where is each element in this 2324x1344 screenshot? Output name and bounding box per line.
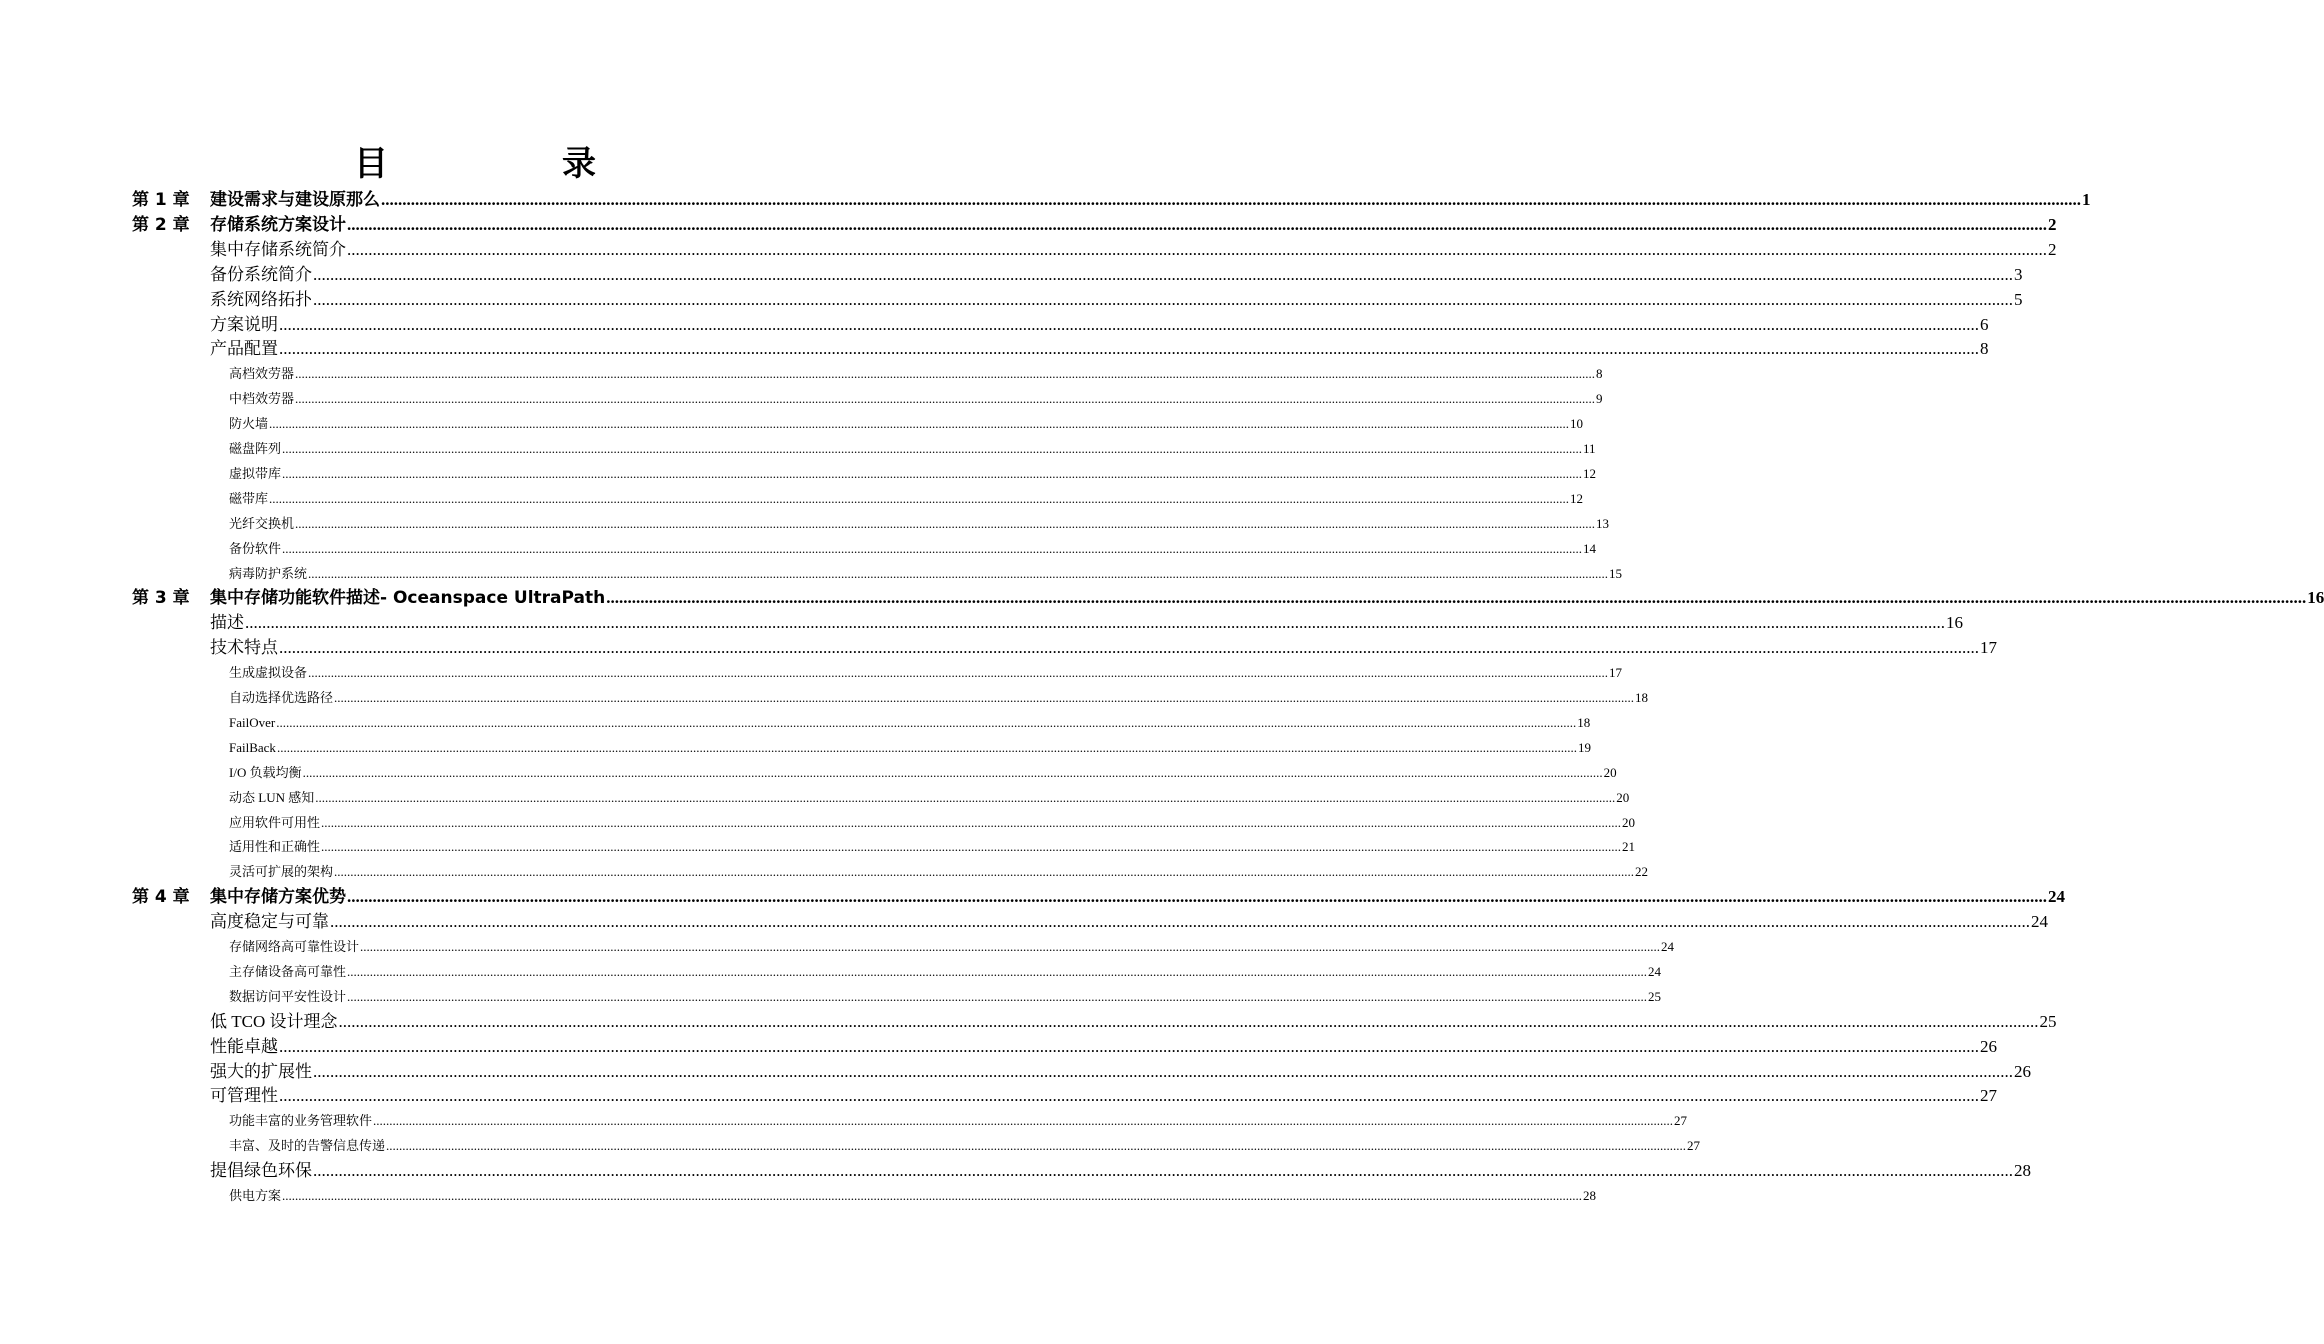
toc-entry[interactable] (0, 387, 1603, 411)
toc-entry-line (229, 835, 1636, 859)
toc-entry-label: 应用软件可用性 (229, 814, 321, 830)
toc-entry-line (229, 537, 1597, 561)
toc-entry-line (229, 935, 1675, 959)
toc-entry-line (229, 512, 1610, 536)
toc-page-number: 2 (2048, 239, 2057, 259)
toc-page-number: 14 (1583, 540, 1597, 556)
toc-page-number: 18 (1577, 714, 1591, 730)
toc-entry-label: 建设需求与建设原那么 (210, 190, 380, 210)
toc-leader-dots: ................................................................................................................................................................................................................................................................................................................................................................................................................ (313, 1061, 2013, 1081)
toc-leader-dots: ................................................................................................................................................................................................................................................................................................................................................................................................................ (302, 764, 1603, 780)
toc-page-number: 1 (2082, 190, 2091, 209)
toc-leader-dots: ................................................................................................................................................................................................................................................................................................................................................................................................................ (313, 289, 2013, 309)
toc-entry-line (210, 586, 2324, 610)
toc-entry-label: 集中存储系统简介 (210, 239, 346, 259)
toc-leader-dots: ................................................................................................................................................................................................................................................................................................................................................................................................................ (282, 441, 1583, 456)
toc-entry[interactable] (0, 512, 1610, 536)
toc-leader-dots: ................................................................................................................................................................................................................................................................................................................................................................................................................ (315, 789, 1616, 805)
toc-page-number: 5 (2014, 289, 2023, 309)
toc-entry-label: 功能丰富的业务管理软件 (229, 1113, 373, 1129)
toc-entry-label: FailOver (229, 714, 276, 730)
toc-entry-line (210, 611, 1963, 635)
toc-entry[interactable] (0, 935, 1675, 959)
toc-entry-line (210, 910, 2048, 934)
toc-leader-dots: ................................................................................................................................................................................................................................................................................................................................................................................................................ (279, 1086, 1979, 1106)
toc-entry-line (229, 462, 1597, 486)
toc-leader-dots: ................................................................................................................................................................................................................................................................................................................................................................................................................ (313, 1161, 2013, 1181)
toc-entry[interactable] (0, 213, 2057, 237)
toc-leader-dots: ................................................................................................................................................................................................................................................................................................................................................................................................................ (295, 515, 1596, 531)
toc-page-number: 25 (1648, 988, 1662, 1004)
toc-entry-line (210, 1010, 2057, 1034)
toc-entry-line (210, 1060, 2031, 1084)
toc-entry-line (210, 1035, 1997, 1059)
toc-leader-dots: ................................................................................................................................................................................................................................................................................................................................................................................................................ (279, 314, 1979, 334)
toc-entry-line (229, 387, 1603, 411)
toc-page-number: 15 (1609, 565, 1623, 581)
toc-entry[interactable] (0, 337, 1989, 361)
toc-entry[interactable] (0, 1084, 1997, 1108)
toc-leader-dots: ................................................................................................................................................................................................................................................................................................................................................................................................................ (313, 264, 2013, 284)
toc-leader-dots: ................................................................................................................................................................................................................................................................................................................................................................................................................ (338, 1011, 2039, 1031)
toc-entry-label: 低 TCO 设计理念 (210, 1011, 338, 1031)
toc-page-number: 20 (1603, 764, 1617, 780)
toc-entry[interactable] (0, 1010, 2057, 1034)
toc-page-number: 27 (1674, 1113, 1688, 1129)
toc-entry[interactable] (0, 1060, 2031, 1084)
toc-leader-dots: ................................................................................................................................................................................................................................................................................................................................................................................................................ (308, 665, 1609, 681)
toc-chapter-number: 第 3 章 (132, 588, 190, 609)
toc-entry[interactable] (0, 860, 1649, 884)
toc-leader-dots: ................................................................................................................................................................................................................................................................................................................................................................................................................ (276, 714, 1577, 730)
toc-entry-label: 磁盘阵列 (229, 441, 282, 456)
toc-leader-dots: ................................................................................................................................................................................................................................................................................................................................................................................................................ (347, 214, 2047, 234)
toc-page-number: 13 (1596, 515, 1610, 531)
toc-entry-label: 集中存储功能软件描述- Oceanspace UltraPath (210, 588, 606, 609)
toc-entry[interactable] (0, 537, 1597, 561)
toc-page-number: 8 (1980, 339, 1989, 359)
toc-entry[interactable] (0, 736, 1591, 760)
toc-page-number: 26 (2014, 1061, 2031, 1081)
toc-entry-line (229, 1109, 1688, 1133)
toc-entry[interactable] (0, 711, 1591, 735)
toc-leader-dots: ................................................................................................................................................................................................................................................................................................................................................................................................................ (245, 613, 1945, 633)
toc-entry-line (229, 985, 1662, 1009)
toc-page-number: 9 (1596, 391, 1603, 407)
toc-page-number: 24 (1648, 963, 1662, 979)
toc-entry-line (229, 711, 1591, 735)
toc-page-number: 26 (1980, 1036, 1997, 1056)
toc-entry-line (229, 437, 1596, 461)
toc-entry-label: 磁带库 (229, 490, 269, 506)
toc-leader-dots: ................................................................................................................................................................................................................................................................................................................................................................................................................ (279, 1036, 1979, 1056)
toc-page-number: 10 (1570, 416, 1584, 432)
toc-page-number: 17 (1609, 665, 1623, 681)
toc-entry-label: 系统网络拓扑 (210, 289, 312, 309)
toc-entry-line (210, 288, 2023, 312)
toc-leader-dots: ................................................................................................................................................................................................................................................................................................................................................................................................................ (282, 465, 1583, 481)
toc-entry-line (210, 263, 2023, 287)
toc-entry-label: 高档效劳器 (229, 366, 295, 382)
toc-entry[interactable] (0, 811, 1636, 835)
toc-chapter-number: 第 2 章 (132, 214, 190, 235)
toc-page-number: 12 (1583, 465, 1597, 481)
toc-leader-dots: ................................................................................................................................................................................................................................................................................................................................................................................................................ (381, 190, 2081, 209)
toc-leader-dots: ................................................................................................................................................................................................................................................................................................................................................................................................................ (308, 565, 1609, 581)
toc-entry-line (210, 337, 1989, 361)
toc-entry[interactable] (0, 960, 1662, 984)
toc-page-number: 24 (2048, 887, 2065, 907)
toc-entry-line (210, 188, 2091, 212)
toc-page-number: 24 (1661, 939, 1675, 954)
toc-entry[interactable] (0, 188, 2091, 212)
toc-entry[interactable] (0, 835, 1636, 859)
toc-entry-label: 动态 LUN 感知 (229, 789, 315, 805)
toc-entry-line (229, 487, 1584, 511)
toc-entry[interactable] (0, 985, 1662, 1009)
toc-leader-dots: ................................................................................................................................................................................................................................................................................................................................................................................................................ (330, 912, 2030, 932)
toc-entry[interactable] (0, 611, 1963, 635)
toc-entry[interactable] (0, 761, 1617, 785)
toc-leader-dots: ................................................................................................................................................................................................................................................................................................................................................................................................................ (373, 1113, 1674, 1129)
toc-leader-dots: ................................................................................................................................................................................................................................................................................................................................................................................................................ (295, 391, 1596, 407)
toc-entry-label: 方案说明 (210, 314, 278, 334)
toc-entry-label: 灵活可扩展的架构 (229, 864, 334, 880)
toc-page-number: 28 (2014, 1161, 2031, 1181)
toc-entry[interactable] (0, 661, 1623, 685)
toc-entry-label: 防火墙 (229, 416, 269, 432)
toc-entry-label: 存储系统方案设计 (210, 214, 346, 235)
toc-entry-line (229, 811, 1636, 835)
toc-entry-label: 技术特点 (210, 638, 278, 658)
toc-page-number: 20 (1622, 814, 1636, 830)
toc-leader-dots: ................................................................................................................................................................................................................................................................................................................................................................................................................ (347, 988, 1648, 1004)
toc-leader-dots: ................................................................................................................................................................................................................................................................................................................................................................................................................ (321, 814, 1622, 830)
toc-page-number: 12 (1570, 490, 1584, 506)
toc-leader-dots: ................................................................................................................................................................................................................................................................................................................................................................................................................ (282, 1188, 1583, 1203)
toc-page-number: 22 (1635, 864, 1649, 880)
toc-entry[interactable] (0, 362, 1603, 386)
toc-page-number: 27 (1687, 1138, 1701, 1154)
toc-entry-label: 生成虚拟设备 (229, 665, 308, 681)
toc-entry[interactable] (0, 412, 1584, 436)
toc-entry[interactable] (0, 1134, 1701, 1158)
toc-page-number: 11 (1583, 441, 1596, 456)
toc-entry-line (229, 1184, 1597, 1208)
toc-leader-dots: ................................................................................................................................................................................................................................................................................................................................................................................................................ (347, 239, 2047, 259)
toc-entry-line (229, 761, 1617, 785)
toc-leader-dots: ................................................................................................................................................................................................................................................................................................................................................................................................................ (279, 339, 1979, 359)
toc-entry-line (229, 562, 1623, 586)
toc-entry-label: 集中存储方案优势 (210, 887, 346, 908)
toc-entry-line (210, 313, 1989, 337)
toc-entry-line (210, 238, 2057, 262)
toc-leader-dots: ................................................................................................................................................................................................................................................................................................................................................................................................................ (334, 690, 1635, 705)
toc-leader-dots: ................................................................................................................................................................................................................................................................................................................................................................................................................ (269, 416, 1570, 432)
toc-entry-label: 高度稳定与可靠 (210, 912, 329, 932)
toc-entry-label: 自动选择优选路径 (229, 690, 334, 705)
toc-entry[interactable] (0, 288, 2023, 312)
toc-entry[interactable] (0, 238, 2057, 262)
toc-entry-label: I/O 负载均衡 (229, 764, 302, 780)
toc-leader-dots: ................................................................................................................................................................................................................................................................................................................................................................................................................ (276, 739, 1577, 755)
toc-entry-line (229, 412, 1584, 436)
toc-entry[interactable] (0, 885, 2065, 909)
toc-entry-label: 可管理性 (210, 1086, 278, 1106)
toc-entry[interactable] (0, 313, 1989, 337)
toc-entry-line (210, 636, 1997, 660)
toc-page-number: 6 (1980, 314, 1989, 334)
toc-entry[interactable] (0, 686, 1649, 710)
toc-entry-line (229, 686, 1649, 710)
toc-entry-label: 丰富、及时的告警信息传递 (229, 1138, 386, 1154)
toc-entry[interactable] (0, 1109, 1688, 1133)
toc-entry-label: 性能卓越 (210, 1036, 278, 1056)
toc-leader-dots: ................................................................................................................................................................................................................................................................................................................................................................................................................ (360, 939, 1661, 954)
toc-page-number: 20 (1616, 789, 1630, 805)
toc-entry-label: 主存储设备高可靠性 (229, 963, 347, 979)
toc-entry-line (229, 736, 1591, 760)
toc-entry-line (229, 362, 1603, 386)
toc-entry-label: 光纤交换机 (229, 515, 295, 531)
toc-entry-line (229, 661, 1623, 685)
toc-entry-label: 虚拟带库 (229, 465, 282, 481)
toc-entry-label: 供电方案 (229, 1188, 282, 1203)
toc-entry[interactable] (0, 636, 1997, 660)
toc-entry[interactable] (0, 562, 1623, 586)
toc-entry-label: 强大的扩展性 (210, 1061, 312, 1081)
toc-entry[interactable] (0, 462, 1597, 486)
toc-entry[interactable] (0, 1159, 2031, 1183)
toc-leader-dots: ................................................................................................................................................................................................................................................................................................................................................................................................................ (295, 366, 1596, 382)
toc-entry-line (229, 960, 1662, 984)
toc-leader-dots: ................................................................................................................................................................................................................................................................................................................................................................................................................ (347, 887, 2047, 907)
toc-entry-label: 描述 (210, 613, 244, 633)
toc-entry-line (210, 1159, 2031, 1183)
toc-entry[interactable] (0, 586, 2324, 610)
toc-entry[interactable] (0, 1184, 1597, 1208)
toc-page-number: 3 (2014, 264, 2023, 284)
toc-entry-label: 提倡绿色环保 (210, 1161, 312, 1181)
toc-page-number: 16 (2307, 588, 2324, 608)
toc-entry[interactable] (0, 263, 2023, 287)
toc-entry[interactable] (0, 1035, 1997, 1059)
toc-entry[interactable] (0, 786, 1630, 810)
toc-entry-label: 中档效劳器 (229, 391, 295, 407)
toc-entry[interactable] (0, 437, 1596, 461)
toc-entry-label: 备份软件 (229, 540, 282, 556)
toc-entry-label: 存储网络高可靠性设计 (229, 939, 360, 954)
toc-entry-label: 病毒防护系统 (229, 565, 308, 581)
toc-chapter-number: 第 4 章 (132, 887, 190, 908)
toc-entry-label: 备份系统简介 (210, 264, 312, 284)
toc-page-number: 28 (1583, 1188, 1597, 1203)
toc-page-number: 24 (2031, 912, 2048, 932)
toc-leader-dots: ................................................................................................................................................................................................................................................................................................................................................................................................................ (321, 839, 1622, 855)
toc-chapter-number: 第 1 章 (132, 190, 190, 210)
toc-entry[interactable] (0, 910, 2048, 934)
toc-leader-dots: ................................................................................................................................................................................................................................................................................................................................................................................................................ (269, 490, 1570, 506)
toc-leader-dots: ................................................................................................................................................................................................................................................................................................................................................................................................................ (334, 864, 1635, 880)
toc-entry-label: 适用性和正确性 (229, 839, 321, 855)
toc-entry-label: 数据访问平安性设计 (229, 988, 347, 1004)
toc-page-number: 16 (1946, 613, 1963, 633)
toc-entry[interactable] (0, 487, 1584, 511)
toc-entry-line (229, 786, 1630, 810)
toc-entry-line (229, 1134, 1701, 1158)
toc-page-number: 19 (1577, 739, 1591, 755)
toc-page-number: 8 (1596, 366, 1603, 382)
toc-leader-dots: ................................................................................................................................................................................................................................................................................................................................................................................................................ (282, 540, 1583, 556)
toc-page-number: 21 (1622, 839, 1636, 855)
toc-page-number: 27 (1980, 1086, 1997, 1106)
toc-page-number: 17 (1980, 638, 1997, 658)
toc-page-number: 2 (2048, 214, 2057, 234)
toc-entry-label: 产品配置 (210, 339, 278, 359)
toc-leader-dots: ................................................................................................................................................................................................................................................................................................................................................................................................................ (347, 963, 1648, 979)
toc-entry-line (210, 213, 2057, 237)
toc-entry-line (210, 1084, 1997, 1108)
toc-page-number: 25 (2039, 1011, 2057, 1031)
toc-leader-dots: ................................................................................................................................................................................................................................................................................................................................................................................................................ (279, 638, 1979, 658)
toc-page-number: 18 (1635, 690, 1649, 705)
page-title: 目 录 (354, 144, 666, 184)
toc-entry-label: FailBack (229, 739, 276, 755)
toc-entry-line (210, 885, 2065, 909)
toc-leader-dots: ................................................................................................................................................................................................................................................................................................................................................................................................................ (606, 588, 2307, 608)
toc-entry-line (229, 860, 1649, 884)
toc-leader-dots: ................................................................................................................................................................................................................................................................................................................................................................................................................ (386, 1138, 1687, 1154)
